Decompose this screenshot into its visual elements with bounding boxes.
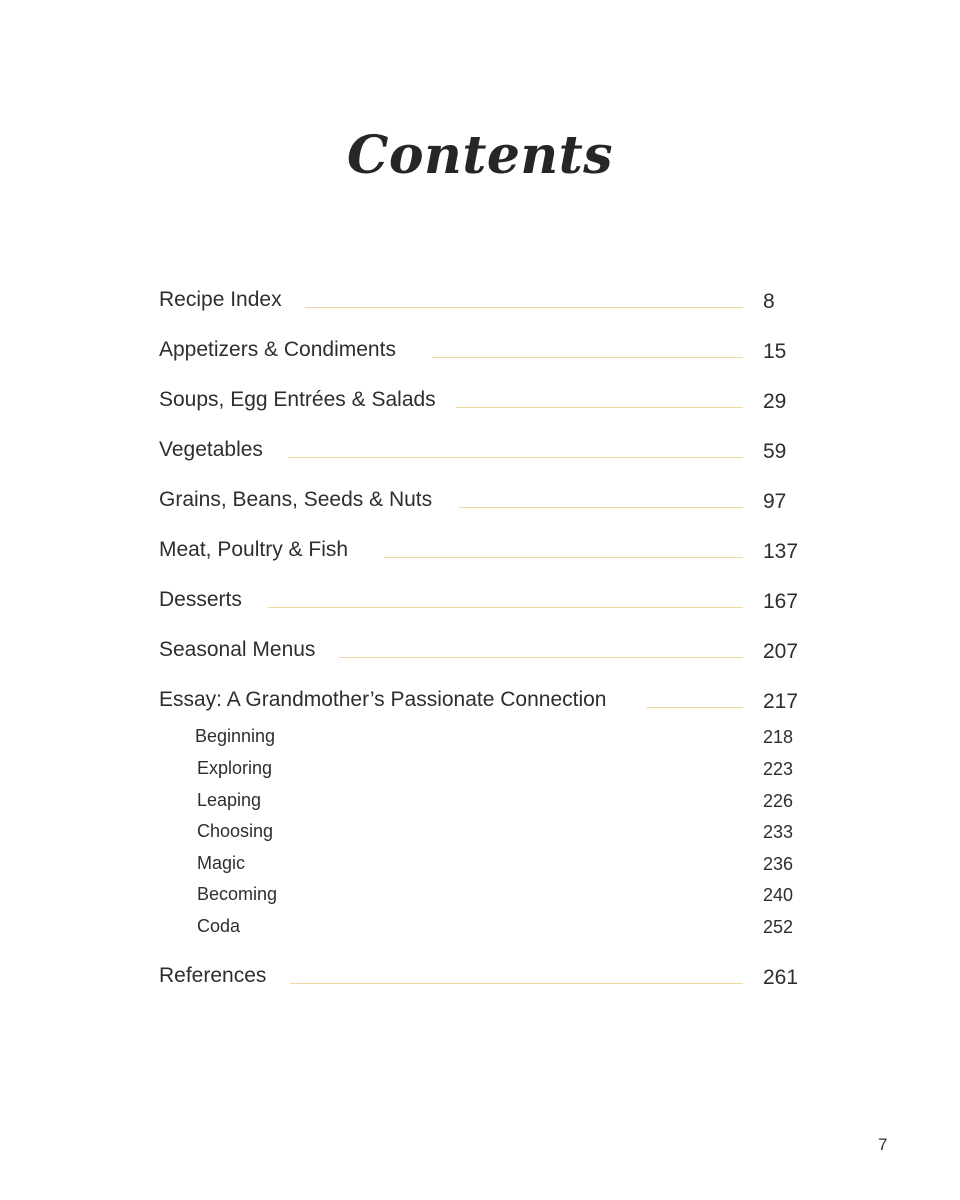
toc-entry-page: 261 <box>763 966 799 989</box>
toc-entry-label: Seasonal Menus <box>159 636 335 664</box>
toc-entry-label: Meat, Poultry & Fish <box>159 536 368 564</box>
toc-entry-desserts[interactable] <box>0 586 960 622</box>
dot-leader <box>288 457 743 458</box>
toc-entry-label: Grains, Beans, Seeds & Nuts <box>159 486 452 514</box>
toc-subentry-page: 223 <box>763 759 794 779</box>
toc-subentry-page: 218 <box>763 727 794 747</box>
toc-entry-references[interactable] <box>0 962 960 998</box>
page-title: Contents <box>346 125 614 186</box>
toc-subentry-label: Choosing <box>197 821 274 841</box>
toc-entry-label: Recipe Index <box>159 286 302 314</box>
toc-subentry-coda[interactable] <box>0 914 960 942</box>
toc-entry-recipe-index[interactable] <box>0 286 960 322</box>
toc-subentry-label: Coda <box>197 916 241 936</box>
toc-subentry-page: 252 <box>763 917 794 937</box>
toc-entry-page: 167 <box>763 590 799 613</box>
toc-subentry-label: Exploring <box>197 758 273 778</box>
toc-entry-appetizers[interactable] <box>0 336 960 372</box>
toc-entry-essay[interactable] <box>0 686 960 722</box>
toc-subentry-becoming[interactable] <box>0 882 960 910</box>
dot-leader <box>459 507 743 508</box>
toc-entry-seasonal-menus[interactable] <box>0 636 960 672</box>
toc-subentry-choosing[interactable] <box>0 819 960 847</box>
toc-entry-page: 29 <box>763 390 787 413</box>
toc-subentry-beginning[interactable] <box>0 724 960 752</box>
dot-leader <box>432 357 743 358</box>
toc-entry-label: Essay: A Grandmother’s Passionate Connection <box>159 686 626 714</box>
toc-subentry-page: 226 <box>763 791 794 811</box>
toc-entry-page: 97 <box>763 490 787 513</box>
toc-subentry-label: Magic <box>197 853 246 873</box>
toc-entry-label: References <box>159 962 286 990</box>
toc-entry-page: 8 <box>763 290 775 313</box>
toc-entry-page: 15 <box>763 340 787 363</box>
toc-entry-page: 137 <box>763 540 799 563</box>
toc-entry-grains[interactable] <box>0 486 960 522</box>
dot-leader <box>268 607 743 608</box>
toc-subentry-magic[interactable] <box>0 851 960 879</box>
dot-leader <box>290 983 743 984</box>
toc-entry-page: 217 <box>763 690 799 713</box>
toc-entry-page: 59 <box>763 440 787 463</box>
toc-subentry-leaping[interactable] <box>0 788 960 816</box>
dot-leader <box>384 557 743 558</box>
toc-entry-label: Appetizers & Condiments <box>159 336 416 364</box>
toc-entry-label: Soups, Egg Entrées & Salads <box>159 386 456 414</box>
toc-entry-meat[interactable] <box>0 536 960 572</box>
toc-subentry-page: 233 <box>763 822 794 842</box>
toc-entry-label: Vegetables <box>159 436 283 464</box>
toc-subentry-label: Beginning <box>195 726 276 746</box>
toc-subentry-page: 240 <box>763 885 794 905</box>
toc-subentry-page: 236 <box>763 854 794 874</box>
dot-leader <box>456 407 743 408</box>
toc-entry-soups[interactable] <box>0 386 960 422</box>
toc-entry-page: 207 <box>763 640 799 663</box>
page-number: 7 <box>878 1135 888 1154</box>
toc-subentry-exploring[interactable] <box>0 756 960 784</box>
toc-subentry-label: Becoming <box>197 884 278 904</box>
toc-entry-label: Desserts <box>159 586 262 614</box>
dot-leader <box>339 657 743 658</box>
toc-subentry-label: Leaping <box>197 790 262 810</box>
dot-leader <box>305 307 743 308</box>
toc-entry-vegetables[interactable] <box>0 436 960 472</box>
dot-leader <box>646 707 743 708</box>
